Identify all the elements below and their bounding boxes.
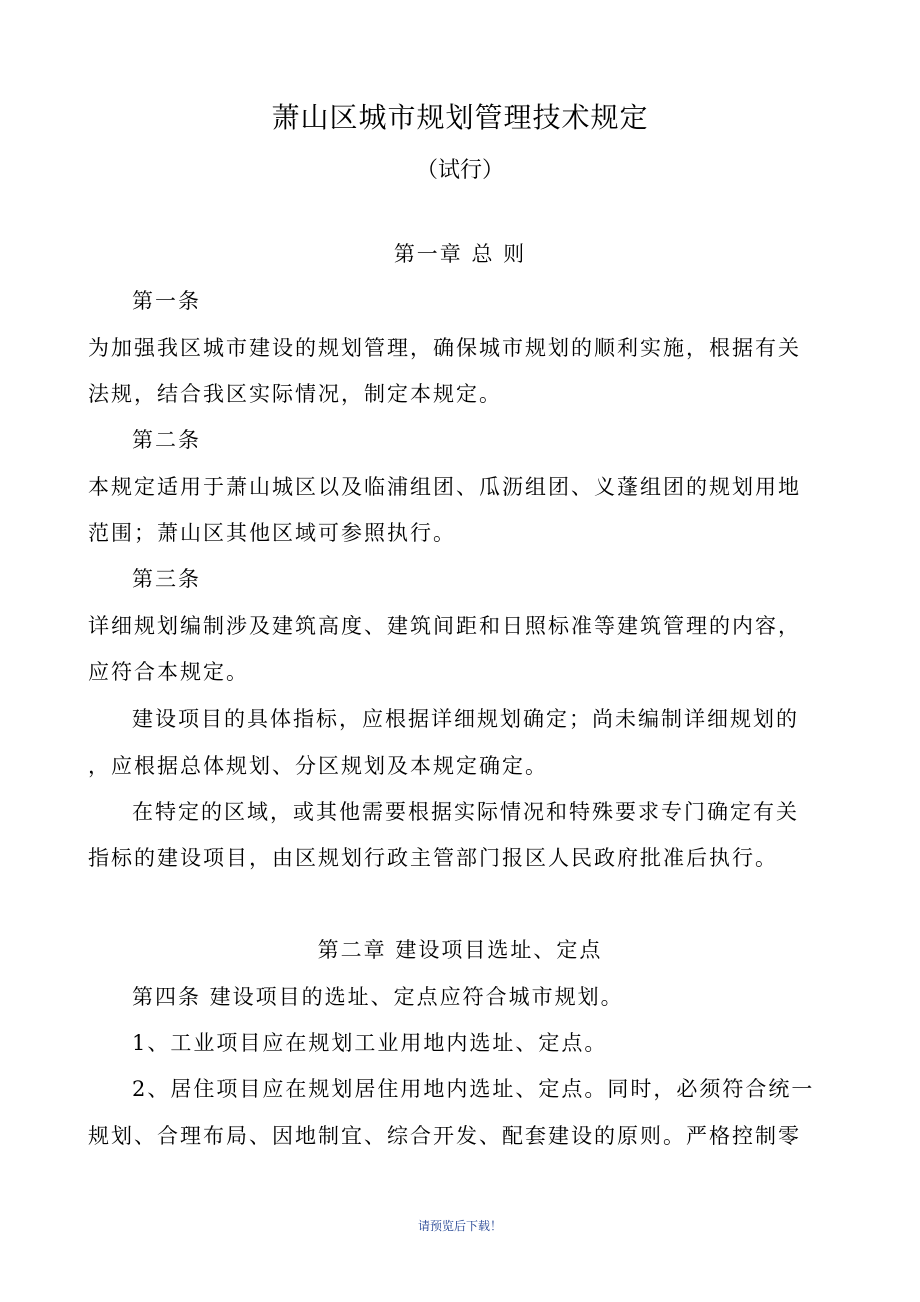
chapter-heading-2: 第二章 建设项目选址、定点 [317, 938, 603, 962]
paragraph-1-line-1: 建设项目的具体指标，应根据详细规划确定；尚未编制详细规划的 [132, 707, 799, 731]
item-2-line-2: 规划、合理布局、因地制宜、综合开发、配套建设的原则。严格控制零 [88, 1124, 801, 1148]
chapter-heading-1: 第一章 总 则 [393, 242, 527, 266]
paragraph-2-line-1: 在特定的区域，或其他需要根据实际情况和特殊要求专门确定有关 [132, 800, 799, 824]
paragraph-2-line-2: 指标的建设项目，由区规划行政主管部门报区人民政府批准后执行。 [88, 846, 778, 870]
article-1-text-line-2: 法规，结合我区实际情况，制定本规定。 [88, 382, 502, 406]
article-3-text-line-1: 详细规划编制涉及建筑高度、建筑间距和日照标准等建筑管理的内容， [88, 614, 801, 638]
article-2-text-line-2: 范围；萧山区其他区域可参照执行。 [88, 521, 456, 545]
article-3-text-line-2: 应符合本规定。 [88, 660, 249, 684]
article-4-text: 第四条 建设项目的选址、定点应符合城市规划。 [132, 985, 624, 1009]
document-title: 萧山区城市规划管理技术规定 [271, 101, 649, 134]
item-1-text: 1、工业项目应在规划工业用地内选址、定点。 [132, 1031, 608, 1055]
document-subtitle: （试行） [415, 158, 504, 183]
paragraph-1-line-2: ，应根据总体规划、分区规划及本规定确定。 [88, 754, 548, 778]
article-3-heading: 第三条 [132, 567, 201, 591]
article-2-text-line-1: 本规定适用于萧山城区以及临浦组团、瓜沥组团、义蓬组团的规划用地 [88, 475, 801, 499]
preview-download-note: 请预览后下载！ [417, 1219, 502, 1233]
article-1-heading: 第一条 [132, 289, 201, 313]
article-1-text-line-1: 为加强我区城市建设的规划管理，确保城市规划的顺利实施，根据有关 [88, 336, 801, 360]
article-2-heading: 第二条 [132, 428, 201, 452]
item-2-line-1: 2、居住项目应在规划居住用地内选址、定点。同时，必须符合统一 [132, 1077, 815, 1101]
